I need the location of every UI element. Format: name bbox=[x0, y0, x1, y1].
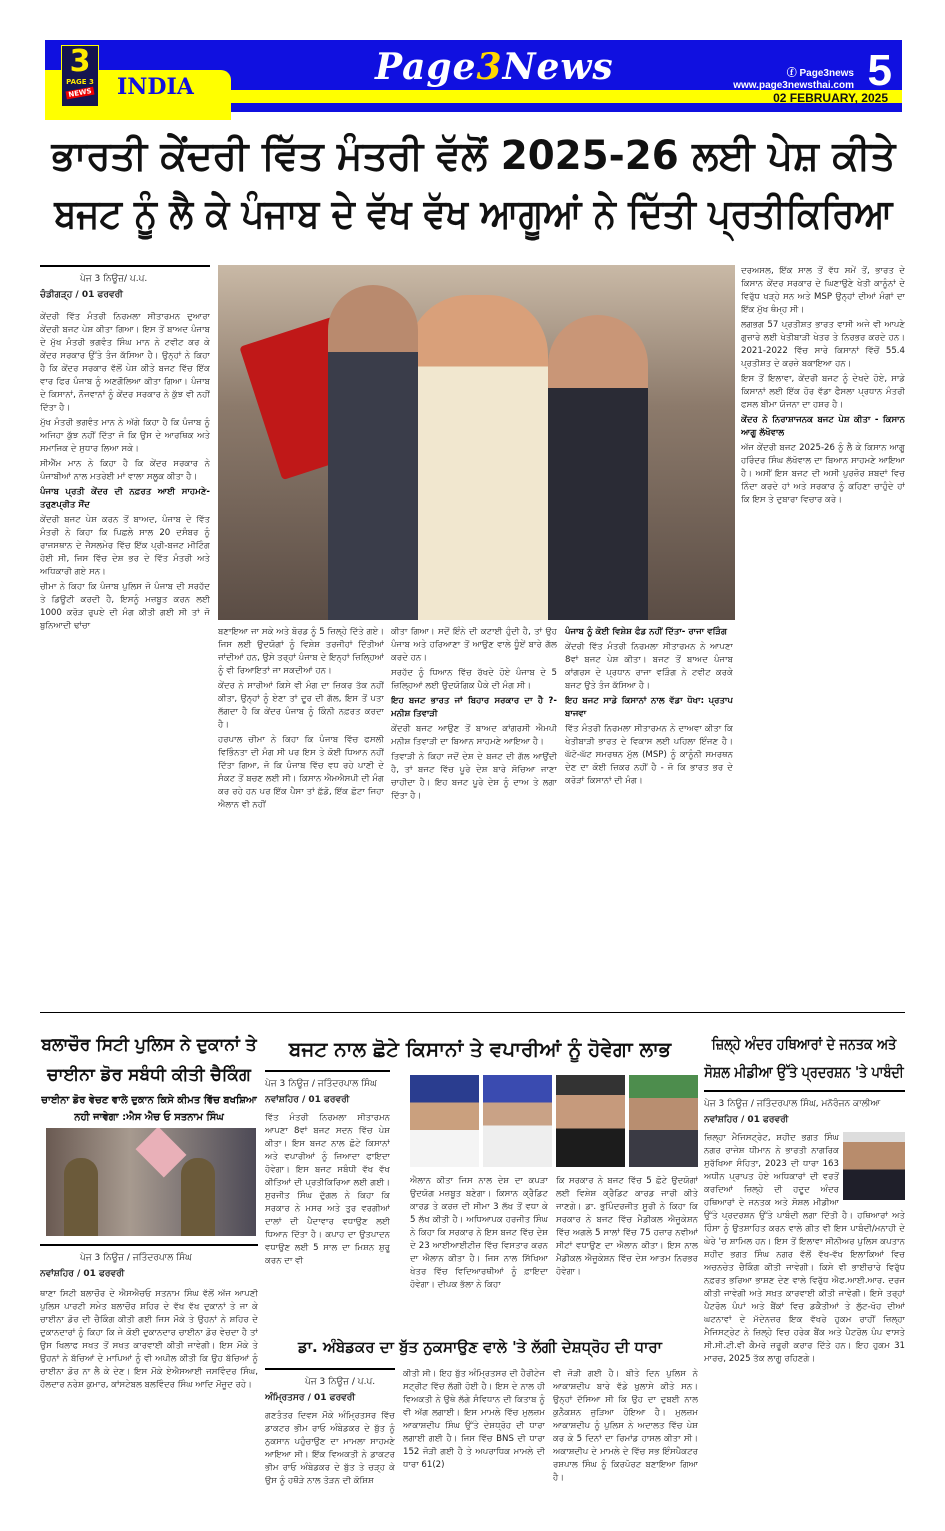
masthead bbox=[45, 40, 902, 112]
district-magistrate-photo bbox=[843, 1132, 905, 1200]
facebook-icon: ⓕ bbox=[786, 68, 800, 79]
section-divider bbox=[40, 1012, 905, 1013]
person-figure bbox=[548, 315, 648, 620]
main-headline-line-1: ਭਾਰਤੀ ਕੇਂਦਰੀ ਵਿੱਤ ਮੰਤਰੀ ਵੱਲੋਂ 2025-26 ਲਈ ਪੇਸ਼ ਕੀਤੇ bbox=[51, 133, 896, 179]
police-officer-figure bbox=[181, 1158, 215, 1236]
left-story-body: ਪੇਜ 3 ਨਿਊਜ਼ / ਜਤਿੰਦਰਪਾਲ ਸਿੰਘ ਨਵਾਂਸ਼ਹਿਰ / 01 ਫਰਵਰੀ ਥਾਣਾ ਸਿਟੀ ਬਲਾਚੌਰ ਦੇ ਐਸਐਚਓ ਸਤਨਾਮ ਸਿੰਘ ਵੱਲੋਂ ਅੱਜ ਆਪਣੀ ਪੁਲਿਸ ਪਾਰਟੀ ਸਮੇਤ ਬਲਾਚੌਰ ਸ਼ਹਿਰ ਦੇ ਵੱਖ ਵੱਖ ਦੁਕਾਨਾਂ ਤੇ ਜਾ ਕੇ ਚਾਈਨਾ ਡੋਰ ਦੀ ਚੈਕਿੰਗ ਕੀਤੀ ਗਈ ਜਿਸ ਮੌਕੇ ਤੇ ਉਹਨਾਂ ਨੇ ਸ਼ਹਿਰ ਦੇ ਦੁਕਾਨਦਾਰਾਂ ਨੂੰ ਕਿਹਾ ਕਿ ਜੇ ਕੋਈ ਦੁਕਾਨਦਾਰ ਚਾਈਨਾ ਡੋਰ ਵੇਚਦਾ ਹੈ ਤਾਂ ਉਸ ਖਿਲਾਫ ਸਖਤ ਤੋਂ ਸਖਤ ਕਾਰਵਾਈ ਕੀਤੀ ਜਾਵੇਗੀ। ਇਸ ਮੌਕੇ ਤੇ ਉਹਨਾਂ ਨੇ ਬੱਚਿਆਂ ਦੇ ਮਾਪਿਆਂ ਨੂੰ ਵੀ ਅਪੀਲ ਕੀਤੀ ਕਿ ਉਹ ਬੱਚਿਆਂ ਨੂੰ ਚਾਈਨਾ ਡੋਰ ਨਾ ਲੈ ਕੇ ਦੇਣ। ਇਸ ਮੌਕੇ ਏਐਸਆਈ ਜਸਵਿੰਦਰ ਸਿੰਘ, ਹੌਲਦਾਰ ਨਰੇਸ਼ ਕੁਮਾਰ, ਕਾਂਸਟੇਬਲ ਬਲਵਿੰਦਰ ਸਿੰਘ ਆਦਿ ਮੌਜੂਦ ਰਹੇ। bbox=[40, 1244, 258, 1522]
bottom-story-col-3: ਵੀ ਜੋੜੀ ਗਈ ਹੈ। ਬੀਤੇ ਦਿਨ ਪੁਲਿਸ ਨੇ ਆਕਾਸ਼ਦੀਪ ਬਾਰੇ ਵੱਡੇ ਖੁਲਾਸੇ ਕੀਤੇ ਸਨ। ਉਨ੍ਹਾਂ ਦੱਸਿਆ ਸੀ ਕਿ ਉਹ ਦਾ ਦੁਬਈ ਨਾਲ ਕੁਨੈਕਸ਼ਨ ਜੁੜਿਆ ਹੋਇਆ ਹੈ। ਮੁਲਜ਼ਮ ਆਕਾਸ਼ਦੀਪ ਨੂੰ ਪੁਲਿਸ ਨੇ ਅਦਾਲਤ ਵਿੱਚ ਪੇਸ਼ ਕਰ ਕੇ 5 ਦਿਨਾਂ ਦਾ ਰਿਮਾਂਡ ਹਾਸਲ ਕੀਤਾ ਸੀ।ਅਕਾਸ਼ਦੀਪ ਦੇ ਮਾਮਲੇ ਦੇ ਵਿੱਚ ਸਭ ਇੰਸਪੈਕਟਰ ਰਸ਼ਪਾਲ ਸਿੰਘ ਨੂੰ ਕਿਰਪੋਰਟ ਬਣਾਇਆ ਗਿਆ ਹੈ। bbox=[553, 1369, 698, 1483]
finance-minister-photo bbox=[218, 265, 735, 620]
contributor-photo bbox=[556, 1075, 625, 1167]
main-story-col-4: ਪੰਜਾਬ ਨੂੰ ਕੋਈ ਵਿਸ਼ੇਸ਼ ਫੰਡ ਨਹੀਂ ਦਿੱਤਾ- ਰਾਜਾ ਵੜਿੰਗ ਕੇਂਦਰੀ ਵਿੱਤ ਮੰਤਰੀ ਨਿਰਮਲਾ ਸੀਤਾਰਮਨ ਨੇ ਆਪਣਾ 8ਵਾਂ ਬਜਟ ਪੇਸ਼ ਕੀਤਾ। ਬਜਟ ਤੋਂ ਬਾਅਦ ਪੰਜਾਬ ਕਾਂਗਰਸ ਦੇ ਪ੍ਰਧਾਨ ਰਾਜਾ ਵੜਿੰਗ ਨੇ ਟਵੀਟ ਕਰਕੇ ਬਜਟ ਉਤੇ ਤੰਜ ਕੱਸਿਆ ਹੈ। ਇਹ ਬਜਟ ਸਾਡੇ ਕਿਸਾਨਾਂ ਨਾਲ ਵੱਡਾ ਧੋਖਾ: ਪ੍ਰਤਾਪ ਬਾਜਵਾ ਵਿੱਤ ਮੰਤਰੀ ਨਿਰਮਲਾ ਸੀਤਾਰਮਨ ਨੇ ਦਾਅਵਾ ਕੀਤਾ ਕਿ ਖੇਤੀਬਾੜੀ ਭਾਰਤ ਦੇ ਵਿਕਾਸ ਲਈ ਪਹਿਲਾ ਇੰਜਣ ਹੈ। ਘੱਟੋ-ਘੱਟ ਸਮਰਥਨ ਮੁੱਲ (MSP) ਨੂੰ ਕਾਨੂੰਨੀ ਸਮਰਥਨ ਦੇਣ ਦਾ ਕੋਈ ਜ਼ਿਕਰ ਨਹੀਂ ਹੈ - ਜੋ ਕਿ ਭਾਰਤ ਭਰ ਦੇ ਕਰੋੜਾਂ ਕਿਸਾਨਾਂ ਦੀ ਮੰਗ। bbox=[565, 627, 733, 786]
page-number: 5 bbox=[867, 46, 892, 95]
center-story-col-2: ਐਲਾਨ ਕੀਤਾ ਜਿਸ ਨਾਲ ਦੇਸ਼ ਦਾ ਕਪੜਾ ਉਦਯੋਗ ਮਜ਼ਬੂਤ ਬਣੇਗਾ। ਕਿਸਾਨ ਕ੍ਰੈਡਿਟ ਕਾਰਡ ਤੇ ਕਰਜ਼ ਦੀ ਸੀਮਾ 3 ਲੱਖ ਤੋਂ ਵਧਾ ਕੇ 5 ਲੱਖ ਕੀਤੀ ਹੈ। ਅਧਿਆਪਕ ਹਰਜੀਤ ਸਿੰਘ ਨੇ ਕਿਹਾ ਕਿ ਸਰਕਾਰ ਨੇ ਇਸ ਬਜਟ ਵਿੱਚ ਦੇਸ਼ ਦੇ 23 ਆਈਆਈਟੀਜ਼ ਵਿੱਚ ਵਿਸਤਾਰ ਕਰਨ ਦਾ ਐਲਾਨ ਕੀਤਾ ਹੈ। ਜਿਸ ਨਾਲ ਸਿੱਖਿਆ ਖੇਤਰ ਵਿੱਚ ਵਿਦਿਆਰਥੀਆਂ ਨੂੰ ਫ਼ਾਇਦਾ ਹੋਵੇਗਾ। ਦੀਪਕ ਭੱਲਾ ਨੇ ਕਿਹਾ bbox=[410, 1176, 548, 1290]
bottom-story-col-1: ਪੇਜ 3 ਨਿਊਜ਼ / ਪ.ਪ. ਅੰਮ੍ਰਿਤਸਰ / 01 ਫਰਵਰੀ ਗਣਤੰਤਰ ਦਿਵਸ ਮੌਕੇ ਅੰਮ੍ਰਿਤਸਰ ਵਿੱਚ ਡਾਕਟਰ ਭੀਮ ਰਾਓ ਅੰਬੇਡਕਰ ਦੇ ਬੁੱਤ ਨੂੰ ਨੁਕਸਾਨ ਪਹੁੰਚਾਉਣ ਦਾ ਮਾਮਲਾ ਸਾਹਮਣੇ ਆਇਆ ਸੀ। ਇੱਕ ਵਿਅਕਤੀ ਨੇ ਡਾਕਟਰ ਭੀਮ ਰਾਓ ਅੰਬੇਡਕਰ ਦੇ ਬੁੱਤ ਤੇ ਚੜ੍ਹ ਕੇ ਉਸ ਨੂੰ ਹਥੌੜੇ ਨਾਲ ਤੋੜਨ ਦੀ ਕੋਸ਼ਿਸ਼ bbox=[265, 1368, 395, 1523]
dateline: ਚੰਡੀਗੜ੍ਹ / 01 ਫਰਵਰੀ bbox=[40, 290, 123, 300]
person-figure bbox=[328, 285, 418, 620]
bottom-story-headline: ਡਾ. ਅੰਬੇਡਕਰ ਦਾ ਬੁੱਤ ਨੁਕਸਾਉਣ ਵਾਲੇ 'ਤੇ ਲੱਗੀ ਦੇਸ਼ਧ੍ਰੋਹ ਦੀ ਧਾਰਾ bbox=[298, 1338, 662, 1356]
main-story-col-3: ਕੀਤਾ ਗਿਆ। ਸਦੋਂ ਇੰਨੇ ਦੀ ਕਟਾਈ ਹੁੰਦੀ ਹੈ, ਤਾਂ ਉਹ ਪੰਜਾਬ ਅਤੇ ਹਰਿਆਣਾ ਤੋਂ ਆਉਣ ਵਾਲੇ ਧੂੰਏਂ ਬਾਰੇ ਗੱਲ ਕਰਦੇ ਹਨ। ਸਰਹੱਦ ਨੂੰ ਧਿਆਨ ਵਿੱਚ ਰੱਖਦੇ ਹੋਏ ਪੰਜਾਬ ਦੇ 5 ਜ਼ਿਲ੍ਹਿਆਂ ਲਈ ਉਦਯੋਗਿਕ ਪੈਕੇ ਦੀ ਮੰਗ ਸੀ। ਇਹ ਬਜਟ ਭਾਰਤ ਜਾਂ ਬਿਹਾਰ ਸਰਕਾਰ ਦਾ ਹੈ ?- ਮਨੀਸ਼ ਤਿਵਾੜੀ ਕੇਂਦਰੀ ਬਜਟ ਆਉਣ ਤੋਂ ਬਾਅਦ ਕਾਂਗਰਸੀ ਐਮਪੀ ਮਨੀਸ਼ ਤਿਵਾੜੀ ਦਾ ਬਿਆਨ ਸਾਹਮਣੇ ਆਇਆ ਹੈ। ਤਿਵਾੜੀ ਨੇ ਕਿਹਾ ਜਦੋਂ ਦੇਸ਼ ਦੇ ਬਜਟ ਦੀ ਗੱਲ ਆਉਂਦੀ ਹੈ, ਤਾਂ ਬਜਟ ਵਿੱਚ ਪੂਰੇ ਦੇਸ਼ ਬਾਰੇ ਸੋਚਿਆ ਜਾਣਾ ਚਾਹੀਦਾ ਹੈ। ਇਹ ਬਜਟ ਪੂਰੇ ਦੇਸ਼ ਨੂੰ ਦਾਅ ਤੇ ਲਗਾ ਦਿੱਤਾ ਹੈ। bbox=[391, 627, 557, 801]
contributor-photo bbox=[410, 1075, 479, 1167]
section-label: INDIA bbox=[117, 74, 194, 100]
contributor-photo bbox=[629, 1075, 698, 1167]
issue-date: 02 FEBRUARY, 2025 bbox=[773, 91, 888, 105]
kite bbox=[136, 1128, 187, 1177]
police-officer-figure bbox=[64, 1158, 98, 1236]
left-story-headline: ਬਲਾਚੌਰ ਸਿਟੀ ਪੁਲਿਸ ਨੇ ਦੁਕਾਨਾਂ ਤੇ ਚਾਈਨਾ ਡੋਰ ਸਬੰਧੀ ਕੀਤੀ ਚੈਕਿੰਗ bbox=[41, 1035, 257, 1085]
main-story-col-5: ਦਰਅਸਲ, ਇੱਕ ਸਾਲ ਤੋਂ ਵੱਧ ਸਮੇਂ ਤੋਂ, ਭਾਰਤ ਦੇ ਕਿਸਾਨ ਕੇਂਦਰ ਸਰਕਾਰ ਦੇ ਘਿਣਾਉਣੇ ਖੇਤੀ ਕਾਨੂੰਨਾਂ ਦੇ ਵਿਰੁੱਧ ਖੜ੍ਹੇ ਸਨ ਅਤੇ MSP ਉਨ੍ਹਾਂ ਦੀਆਂ ਮੰਗਾਂ ਦਾ ਇੱਕ ਮੁੱਖ ਥੰਮ੍ਹ ਸੀ। ਲਗਭਗ 57 ਪ੍ਰਤੀਸ਼ਤ ਭਾਰਤ ਵਾਸੀ ਅਜੇ ਵੀ ਆਪਣੇ ਗੁਜ਼ਾਰੇ ਲਈ ਖੇਤੀਬਾੜੀ ਖੇਤਰ ਤੇ ਨਿਰਭਰ ਕਰਦੇ ਹਨ। 2021-2022 ਵਿੱਚ ਸਾਰੇ ਕਿਸਾਨਾਂ ਵਿੱਚੋਂ 55.4 ਪ੍ਰਤੀਸ਼ਤ ਦੇ ਕਰਜ਼ੇ ਬਕਾਇਆ ਹਨ। ਇਸ ਤੋਂ ਇਲਾਵਾ, ਕੇਂਦਰੀ ਬਜਟ ਨੂੰ ਦੇਖਦੇ ਹੋਏ, ਸਾਡੇ ਕਿਸਾਨਾਂ ਲਈ ਇੱਕ ਹੋਰ ਵੱਡਾ ਫੈਸਲਾ ਪ੍ਰਧਾਨ ਮੰਤਰੀ ਫਸਲ ਬੀਮਾ ਯੋਜਨਾ ਦਾ ਹਸ਼ਰ ਹੈ। ਕੇਂਦਰ ਨੇ ਨਿਰਾਸ਼ਾਜਨਕ ਬਜਟ ਪੇਸ਼ ਕੀਤਾ - ਕਿਸਾਨ ਆਗੂ ਲੱਖੋਵਾਲ ਅੱਜ ਕੇਂਦਰੀ ਬਜਟ 2025-26 ਨੂੰ ਲੈ ਕੇ ਕਿਸਾਨ ਆਗੂ ਹਰਿੰਦਰ ਸਿੰਘ ਲੱਖੋਵਾਲ ਦਾ ਬਿਆਨ ਸਾਹਮਣੇ ਆਇਆ ਹੈ। ਅਸੀਂ ਇਸ ਬਜਟ ਦੀ ਅਸੀ ਪੁਰਜ਼ੋਰ ਸ਼ਬਦਾਂ ਵਿਚ ਨਿੰਦਾ ਕਰਦੇ ਹਾਂ ਅਤੇ ਸਰਕਾਰ ਨੂੰ ਕਹਿਣਾ ਚਾਹੁੰਦੇ ਹਾਂ ਕਿ ਇਸ ਤੇ ਦੁਬਾਰਾ ਵਿਚਾਰ ਕਰੇ। bbox=[741, 266, 905, 505]
byline: ਪੇਜ 3 ਨਿਊਜ਼/ ਪ.ਪ. bbox=[80, 274, 148, 284]
facebook-handle: ⓕ Page3news bbox=[786, 68, 854, 79]
contributor-photo bbox=[483, 1075, 552, 1167]
center-story-col-3: ਕਿ ਸਰਕਾਰ ਨੇ ਬਜਟ ਵਿੱਚ 5 ਛੋਟੇ ਉਦਯੋਗਾਂ ਲਈ ਵਿਸ਼ੇਸ਼ ਕ੍ਰੈਡਿਟ ਕਾਰਡ ਜਾਰੀ ਕੀਤੇ ਜਾਣਗੇ। ਡਾ. ਭੁਪਿੰਦਰਜੀਤ ਸੂਰੀ ਨੇ ਕਿਹਾ ਕਿ ਸਰਕਾਰ ਨੇ ਬਜਟ ਵਿੱਚ ਮੈਡੀਕਲ ਐਜੂਕੇਸ਼ਨ ਵਿੱਚ ਅਗਲੇ 5 ਸਾਲਾਂ ਵਿੱਚ 75 ਹਜ਼ਾਰ ਨਵੀਆਂ ਸੀਟਾਂ ਵਧਾਉਣ ਦਾ ਐਲਾਨ ਕੀਤਾ। ਇਸ ਨਾਲ ਮੈਡੀਕਲ ਐਜੂਕੇਸ਼ਨ ਵਿੱਚ ਦੇਸ਼ ਆਤਮ ਨਿਰਭਰ ਹੋਵੇਗਾ। bbox=[556, 1176, 698, 1277]
main-headline-line-2: ਬਜਟ ਨੂੰ ਲੈ ਕੇ ਪੰਜਾਬ ਦੇ ਵੱਖ ਵੱਖ ਆਗੂਆਂ ਨੇ ਦਿੱਤੀ ਪ੍ਰਤੀਕਿਰਿਆ bbox=[54, 191, 893, 237]
center-story-col-1: ਪੇਜ 3 ਨਿਊਜ਼ / ਜਤਿੰਦਰਪਾਲ ਸਿੰਘ ਨਵਾਂਸ਼ਹਿਰ / 01 ਫਰਵਰੀ ਵਿੱਤ ਮੰਤਰੀ ਨਿਰਮਲਾ ਸੀਤਾਰਮਨ ਆਪਣਾ 8ਵਾਂ ਬਜਟ ਸਦਨ ਵਿੱਚ ਪੇਸ਼ ਕੀਤਾ। ਇਸ ਬਜਟ ਨਾਲ ਛੋਟੇ ਕਿਸਾਨਾਂ ਅਤੇ ਵਪਾਰੀਆਂ ਨੂੰ ਜਿਆਦਾ ਫਾਇਦਾ ਹੋਵੇਗਾ। ਇਸ ਬਜਟ ਸਬੰਧੀ ਵੱਖ ਵੱਖ ਕੀਤਿਆਂ ਦੀ ਪ੍ਰਤੀਕਿਰਿਆ ਲਈ ਗਈ। ਸੁਰਜੀਤ ਸਿੰਘ ਦੁੱਗਲ ਨੇ ਕਿਹਾ ਕਿ ਸਰਕਾਰ ਨੇ ਮਸਰ ਅਤੇ ਤੁਰ ਵਰਗੀਆਂ ਦਾਲਾਂ ਦੀ ਪੈਦਾਵਾਰ ਵਧਾਉਣ ਲਈ ਧਿਆਨ ਦਿੱਤਾ ਹੈ। ਕਪਾਹ ਦਾ ਉਤਪਾਦਨ ਵਧਾਉਣ ਲਈ 5 ਸਾਲ ਦਾ ਮਿਸ਼ਨ ਸ਼ੁਰੂ ਕਰਨ ਦਾ ਵੀ bbox=[265, 1070, 390, 1332]
police-checking-photo bbox=[46, 1128, 256, 1236]
page3-news-logo: 3 PAGE 3 NEWS bbox=[61, 45, 99, 107]
left-story-subhead: ਚਾਈਨਾ ਡੋਰ ਵੇਚਣ ਵਾਲੇ ਦੁਕਾਨ ਕਿਸੇ ਕੀਮਤ ਵਿੱਚ ਬਖਸ਼ਿਆ ਨਹੀ ਜਾਵੇਗਾ :ਐਸ ਐਚ ਓ ਸਤਨਾਮ ਸਿੰਘ bbox=[41, 1095, 257, 1123]
main-story-col-1: ਪੇਜ 3 ਨਿਊਜ਼/ ਪ.ਪ. ਚੰਡੀਗੜ੍ਹ / 01 ਫਰਵਰੀ ਕੇਂਦਰੀ ਵਿੱਤ ਮੰਤਰੀ ਨਿਰਮਲਾ ਸੀਤਾਰਮਨ ਦੁਆਰਾ ਕੇਂਦਰੀ ਬਜਟ ਪੇਸ਼ ਕੀਤਾ ਗਿਆ। ਇਸ ਤੋਂ ਬਾਅਦ ਪੰਜਾਬ ਦੇ ਮੁੱਖ ਮੰਤਰੀ ਭਗਵੰਤ ਸਿੰਘ ਮਾਨ ਨੇ ਟਵੀਟ ਕਰ ਕੇ ਕੇਂਦਰ ਸਰਕਾਰ ਉੱਤੇ ਤੰਜ ਕੱਸਿਆ ਹੈ। ਉਨ੍ਹਾਂ ਨੇ ਕਿਹਾ ਹੈ ਕਿ ਕੇਂਦਰ ਸਰਕਾਰ ਵੱਲੋਂ ਪੇਸ਼ ਕੀਤੇ ਬਜਟ ਵਿੱਚ ਇੱਕ ਵਾਰ ਫਿਰ ਪੰਜਾਬ ਨੂੰ ਅਣਗੌਲਿਆ ਕੀਤਾ ਗਿਆ। ਪੰਜਾਬ ਦੇ ਕਿਸਾਨਾਂ, ਨੌਜਵਾਨਾਂ ਨੂੰ ਕੇਂਦਰ ਸਰਕਾਰ ਨੇ ਕੁੱਝ ਵੀ ਨਹੀਂ ਦਿੱਤਾ ਹੈ। ਮੁੱਖ ਮੰਤਰੀ ਭਗਵੰਤ ਮਾਨ ਨੇ ਅੱਗੇ ਕਿਹਾ ਹੈ ਕਿ ਪੰਜਾਬ ਨੂੰ ਅਜਿਹਾ ਕੁੱਝ ਨਹੀਂ ਦਿੱਤਾ ਜੋ ਕਿ ਉਸ ਦੇ ਆਰਥਿਕ ਅਤੇ ਸਮਾਜਿਕ ਦੇ ਸੁਧਾਰ ਲਿਆ ਸਕੇ। ਸੀਐੱਮ ਮਾਨ ਨੇ ਕਿਹਾ ਹੈ ਕਿ ਕੇਂਦਰ ਸਰਕਾਰ ਨੇ ਪੰਜਾਬੀਆਂ ਨਾਲ ਮਤਰੇਈ ਮਾਂ ਵਾਲਾ ਸਲੂਕ ਕੀਤਾ ਹੈ। ਪੰਜਾਬ ਪ੍ਰਤੀ ਕੇਂਦਰ ਦੀ ਨਫ਼ਰਤ ਆਈ ਸਾਹਮਣੇ- ਤਰੁਣਪ੍ਰੀਤ ਸੌਂਦ ਕੇਂਦਰੀ ਬਜਟ ਪੇਸ਼ ਕਰਨ ਤੋਂ ਬਾਅਦ, ਪੰਜਾਬ ਦੇ ਵਿੱਤ ਮੰਤਰੀ ਨੇ ਕਿਹਾ ਕਿ ਪਿਛਲੇ ਸਾਲ 20 ਦਸੰਬਰ ਨੂੰ ਰਾਜਸਥਾਨ ਦੇ ਜੈਸਲਮੇਰ ਵਿੱਚ ਇੱਕ ਪ੍ਰੀ-ਬਜਟ ਮੀਟਿੰਗ ਹੋਈ ਸੀ, ਜਿਸ ਵਿੱਚ ਦੇਸ਼ ਭਰ ਦੇ ਵਿੱਤ ਮੰਤਰੀ ਅਤੇ ਅਧਿਕਾਰੀ ਗਏ ਸਨ। ਚੀਮਾ ਨੇ ਕਿਹਾ ਕਿ ਪੰਜਾਬ ਪੁਲਿਸ ਜੋ ਪੰਜਾਬ ਦੀ ਸਰਹੱਦ ਤੇ ਡਿਊਟੀ ਕਰਦੀ ਹੈ, ਇਸਨੂੰ ਮਜ਼ਬੂਤ ਕਰਨ ਲਈ 1000 ਕਰੋੜ ਰੁਪਏ ਦੀ ਮੰਗ ਕੀਤੀ ਗਈ ਸੀ ਤਾਂ ਜੋ ਬੁਨਿਆਦੀ ਢਾਂਚਾ bbox=[40, 265, 210, 1000]
main-story-col-2: ਬਣਾਇਆ ਜਾ ਸਕੇ ਅਤੇ ਬੋਰਡ ਨੂੰ 5 ਜ਼ਿਲ੍ਹੇ ਦਿੱਤੇ ਗਏ। ਜਿਸ ਲਈ ਉਦਯੋਗਾਂ ਨੂੰ ਵਿਸ਼ੇਸ਼ ਤਰਜੀਹਾਂ ਦਿੱਤੀਆਂ ਜਾਂਦੀਆਂ ਹਨ, ਉਸੇ ਤਰ੍ਹਾਂ ਪੰਜਾਬ ਦੇ ਇਨ੍ਹਾਂ ਜ਼ਿਲ੍ਹਿਆਂ ਨੂੰ ਵੀ ਰਿਆਇਤਾਂ ਜਾ ਸਕਦੀਆਂ ਹਨ। ਕੇਂਦਰ ਨੇ ਸਾਰੀਆਂ ਕਿਸੇ ਵੀ ਮੰਗ ਦਾ ਜ਼ਿਕਰ ਤੱਕ ਨਹੀਂ ਕੀਤਾ, ਉਨ੍ਹਾਂ ਨੂੰ ਏਣਾ ਤਾਂ ਦੂਰ ਦੀ ਗੱਲ, ਇਸ ਤੋਂ ਪਤਾ ਲੱਗਦਾ ਹੈ ਕਿ ਕੇਂਦਰ ਪੰਜਾਬ ਨੂੰ ਕਿੰਨੀ ਨਫ਼ਰਤ ਕਰਦਾ ਹੈ। ਹਰਪਾਲ ਚੀਮਾ ਨੇ ਕਿਹਾ ਕਿ ਪੰਜਾਬ ਵਿੱਚ ਫਸਲੀ ਵਿਭਿੰਨਤਾ ਦੀ ਮੰਗ ਸੀ ਪਰ ਇਸ ਤੇ ਕੋਈ ਧਿਆਨ ਨਹੀਂ ਦਿੱਤਾ ਗਿਆ, ਜੋ ਕਿ ਪੰਜਾਬ ਵਿੱਚ ਵਧ ਰਹੇ ਪਾਣੀ ਦੇ ਸੰਕਟ ਤੋਂ ਬਚਣ ਲਈ ਸੀ। ਕਿਸਾਨ ਐਮਐਸਪੀ ਦੀ ਮੰਗ ਕਰ ਰਹੇ ਹਨ ਪਰ ਇੱਕ ਪੈਸਾ ਤਾਂ ਛੱਡੋ, ਇੱਕ ਛੋਟਾ ਜਿਹਾ ਐਲਾਨ ਵੀ ਨਹੀਂ bbox=[218, 627, 384, 810]
right-story-headline: ਜ਼ਿਲ੍ਹੇ ਅੰਦਰ ਹਥਿਆਰਾਂ ਦੇ ਜਨਤਕ ਅਤੇ ਸੋਸ਼ਲ ਮੀਡੀਆ ਉੱਤੇ ਪ੍ਰਦਰਸ਼ਨ 'ਤੇ ਪਾਬੰਦੀ bbox=[704, 1035, 904, 1081]
person-figure bbox=[408, 295, 548, 620]
newspaper-brand: Page3News bbox=[375, 46, 614, 88]
contributor-photos bbox=[410, 1075, 698, 1167]
bottom-story-col-2: ਕੀਤੀ ਸੀ। ਇਹ ਬੁੱਤ ਅੰਮ੍ਰਿਤਸਰ ਦੀ ਹੈਰੀਟੇਜ ਸਟ੍ਰੀਟ ਵਿੱਚ ਲੱਗੀ ਹੋਈ ਹੈ। ਇਸ ਦੇ ਨਾਲ ਹੀ ਵਿਅਕਤੀ ਨੇ ਉਥੇ ਲੱਗੇ ਸੰਵਿਧਾਨ ਦੀ ਕਿਤਾਬ ਨੂੰ ਵੀ ਅੱਗ ਲਗਾਈ। ਇਸ ਮਾਮਲੇ ਵਿੱਚ ਮੁਲਜ਼ਮ ਆਕਾਸ਼ਦੀਪ ਸਿੰਘ ਉੱਤੇ ਦੇਸ਼ਧ੍ਰੋਹ ਦੀ ਧਾਰਾ ਲਗਾਈ ਗਈ ਹੈ। ਜਿਸ ਵਿੱਚ BNS ਦੀ ਧਾਰਾ 152 ਜੋੜੀ ਗਈ ਹੈ ਤੇ ਅਪਰਾਧਿਕ ਮਾਮਲੇ ਦੀ ਧਾਰਾ 61(2) bbox=[403, 1369, 545, 1470]
center-story-headline: ਬਜਟ ਨਾਲ ਛੋਟੇ ਕਿਸਾਨਾਂ ਤੇ ਵਪਾਰੀਆਂ ਨੂੰ ਹੋਵੇਗਾ ਲਾਭ bbox=[288, 1037, 672, 1061]
right-story-body: ਪੇਜ 3 ਨਿਊਜ਼ / ਜਤਿੰਦਰਪਾਲ ਸਿੰਘ, ਮਨੋਰੰਜਨ ਕਾਲੀਆ ਨਵਾਂਸ਼ਹਿਰ / 01 ਫਰਵਰੀ ਜ਼ਿਲ੍ਹਾ ਮੈਜਿਸਟ੍ਰੇਟ, ਸ਼ਹੀਦ ਭਗਤ ਸਿੰਘ ਨਗਰ ਰਾਜੇਸ਼ ਧੀਮਾਨ ਨੇ ਭਾਰਤੀ ਨਾਗਰਿਕ ਸੁਰੱਖਿਆ ਸੰਹਿਤਾ, 2023 ਦੀ ਧਾਰਾ 163 ਅਧੀਨ ਪ੍ਰਾਪਤ ਹੋਏ ਅਧਿਕਾਰਾਂ ਦੀ ਵਰਤੋਂ ਕਰਦਿਆਂ ਜ਼ਿਲ੍ਹੇ ਦੀ ਹਦੂਦ ਅੰਦਰ ਹਥਿਆਰਾਂ ਦੇ ਜਨਤਕ ਅਤੇ ਸੋਸ਼ਲ ਮੀਡੀਆ ਉੱਤੇ ਪ੍ਰਦਰਸ਼ਨ ਉੱਤੇ ਪਾਬੰਦੀ ਲਗਾ ਦਿੱਤੀ ਹੈ। ਹਥਿਆਰਾਂ ਅਤੇ ਹਿੰਸਾ ਨੂੰ ਉਤਸ਼ਾਹਿਤ ਕਰਨ ਵਾਲੇ ਗੀਤ ਵੀ ਇਸ ਪਾਬੰਦੀ/ਮਨਾਹੀ ਦੇ ਘੇਰੇ 'ਚ ਸ਼ਾਮਿਲ ਹਨ। ਇਸ ਤੋਂ ਇਲਾਵਾ ਸੀਨੀਅਰ ਪੁਲਿਸ ਕਪਤਾਨ ਸ਼ਹੀਦ ਭਗਤ ਸਿੰਘ ਨਗਰ ਵੱਲੋਂ ਵੱਖ-ਵੱਖ ਇਲਾਕਿਆਂ ਵਿਚ ਅਚਨਚੇਤ ਚੈਕਿੰਗ ਕੀਤੀ ਜਾਵੇਗੀ। ਕਿਸੇ ਵੀ ਭਾਈਚਾਰੇ ਵਿਰੁੱਧ ਨਫ਼ਰਤ ਭਰਿਆ ਭਾਸ਼ਣ ਦੇਣ ਵਾਲੇ ਵਿਰੁੱਧ ਐਫ.ਆਈ.ਆਰ. ਦਰਜ ਕੀਤੀ ਜਾਵੇਗੀ ਅਤੇ ਸਖ਼ਤ ਕਾਰਵਾਈ ਕੀਤੀ ਜਾਵੇਗੀ। ਇਸੇ ਤਰ੍ਹਾਂ ਪੈਟਰੋਲ ਪੰਪਾਂ ਅਤੇ ਬੈਂਕਾਂ ਵਿਚ ਡਕੈਤੀਆਂ ਤੇ ਲੁੱਟ-ਖੋਹ ਦੀਆਂ ਘਟਨਾਵਾਂ ਦੇ ਮੱਦੇਨਜ਼ਰ ਇਕ ਵੱਖਰੇ ਹੁਕਮ ਰਾਹੀਂ ਜ਼ਿਲ੍ਹਾ ਮੈਜਿਸਟ੍ਰੇਟ ਨੇ ਜ਼ਿਲ੍ਹੇ ਵਿਚ ਹਰੇਕ ਬੈਂਕ ਅਤੇ ਪੈਟਰੋਲ ਪੰਪ ਵਾਸਤੇ ਸੀ.ਸੀ.ਟੀ.ਵੀ ਕੈਮਰੇ ਜ਼ਰੂਰੀ ਕਰਾਰ ਦਿੱਤੇ ਹਨ। ਇਹ ਹੁਕਮ 31 ਮਾਰਚ, 2025 ਤੱਕ ਲਾਗੂ ਰਹਿਣਗੇ। bbox=[704, 1090, 905, 1523]
website-url[interactable]: www.page3newsthai.com bbox=[733, 80, 854, 91]
